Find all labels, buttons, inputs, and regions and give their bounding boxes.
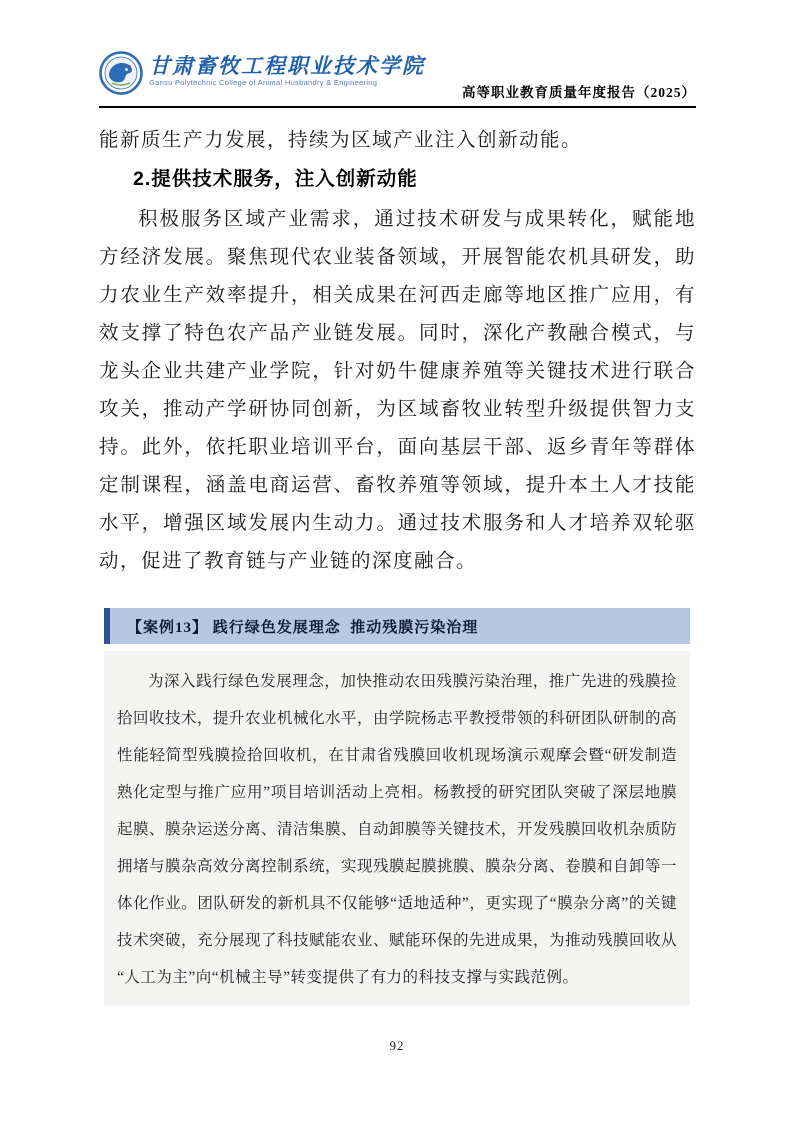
case-box-title: 【案例13】 践行绿色发展理念 推动残膜污染治理: [127, 619, 479, 636]
college-logo-icon: [99, 51, 143, 95]
case-box-paragraph: 为深入践行绿色发展理念，加快推动农田残膜污染治理，推广先进的残膜捡拾回收技术，提升农业机械化水平，由学院杨志平教授带领的科研团队研制的高性能轻简型残膜捡拾回收机，在甘肃省残膜回收机现场演示观摩会暨“研发制造熟化定型与推广应用”项目培训活动上亮相。杨教授的研究团队突破了深层地膜起膜、膜杂运送分离、清洁集膜、自动卸膜等关键技术，开发残膜回收机杂质防拥堵与膜杂高效分离控制系统，实现残膜起膜挑膜、膜杂分离、卷膜和自卸等一体化作业。团队研发的新机具不仅能够“适地适种”，更实现了“膜杂分离”的关键技术突破，充分展现了科技赋能农业、赋能环保的先进成果，为推动残膜回收从“人工为主”向“机械主导”转变提供了有力的科技支撑与实践范例。: [117, 673, 678, 986]
case-box-body: [104, 651, 690, 1006]
college-name-block: [149, 51, 425, 88]
report-title: 高等职业教育质量年度报告（2025）: [462, 85, 696, 100]
carryover-paragraph-line: 能新质生产力发展，持续为区域产业注入创新动能。: [99, 130, 583, 151]
body-paragraph: 积极服务区域产业需求，通过技术研发与成果转化，赋能地方经济发展。聚焦现代农业装备领域，开展智能农机具研发，助力农业生产效率提升，相关成果在河西走廊等地区推广应用，有效支撑了特色农产品产业链发展。同时，深化产教融合模式，与龙头企业共建产业学院，针对奶牛健康养殖等关键技术进行联合攻关，推动产学研协同创新，为区域畜牧业转型升级提供智力支持。此外，依托职业培训平台，面向基层干部、返乡青年等群体定制课程，涵盖电商运营、畜牧养殖等领域，提升本土人才技能水平，增强区域发展内生动力。通过技术服务和人才培养双轮驱动，促进了教育链与产业链的深度融合。: [99, 209, 696, 572]
case-box-header: [104, 608, 690, 644]
page-footer: [0, 1037, 794, 1055]
college-name-cn: 甘肃畜牧工程职业技术学院: [149, 54, 425, 78]
college-logo: [99, 51, 425, 95]
college-name-en: Gansu Polytechnic College of Animal Husbandry & Engineering: [149, 78, 378, 87]
page-number: 92: [389, 1038, 405, 1053]
page-header: [99, 46, 696, 108]
main-content: [99, 122, 696, 1006]
case-box: [104, 608, 690, 1006]
section-heading: 2.提供技术服务，注入创新动能: [133, 168, 418, 190]
